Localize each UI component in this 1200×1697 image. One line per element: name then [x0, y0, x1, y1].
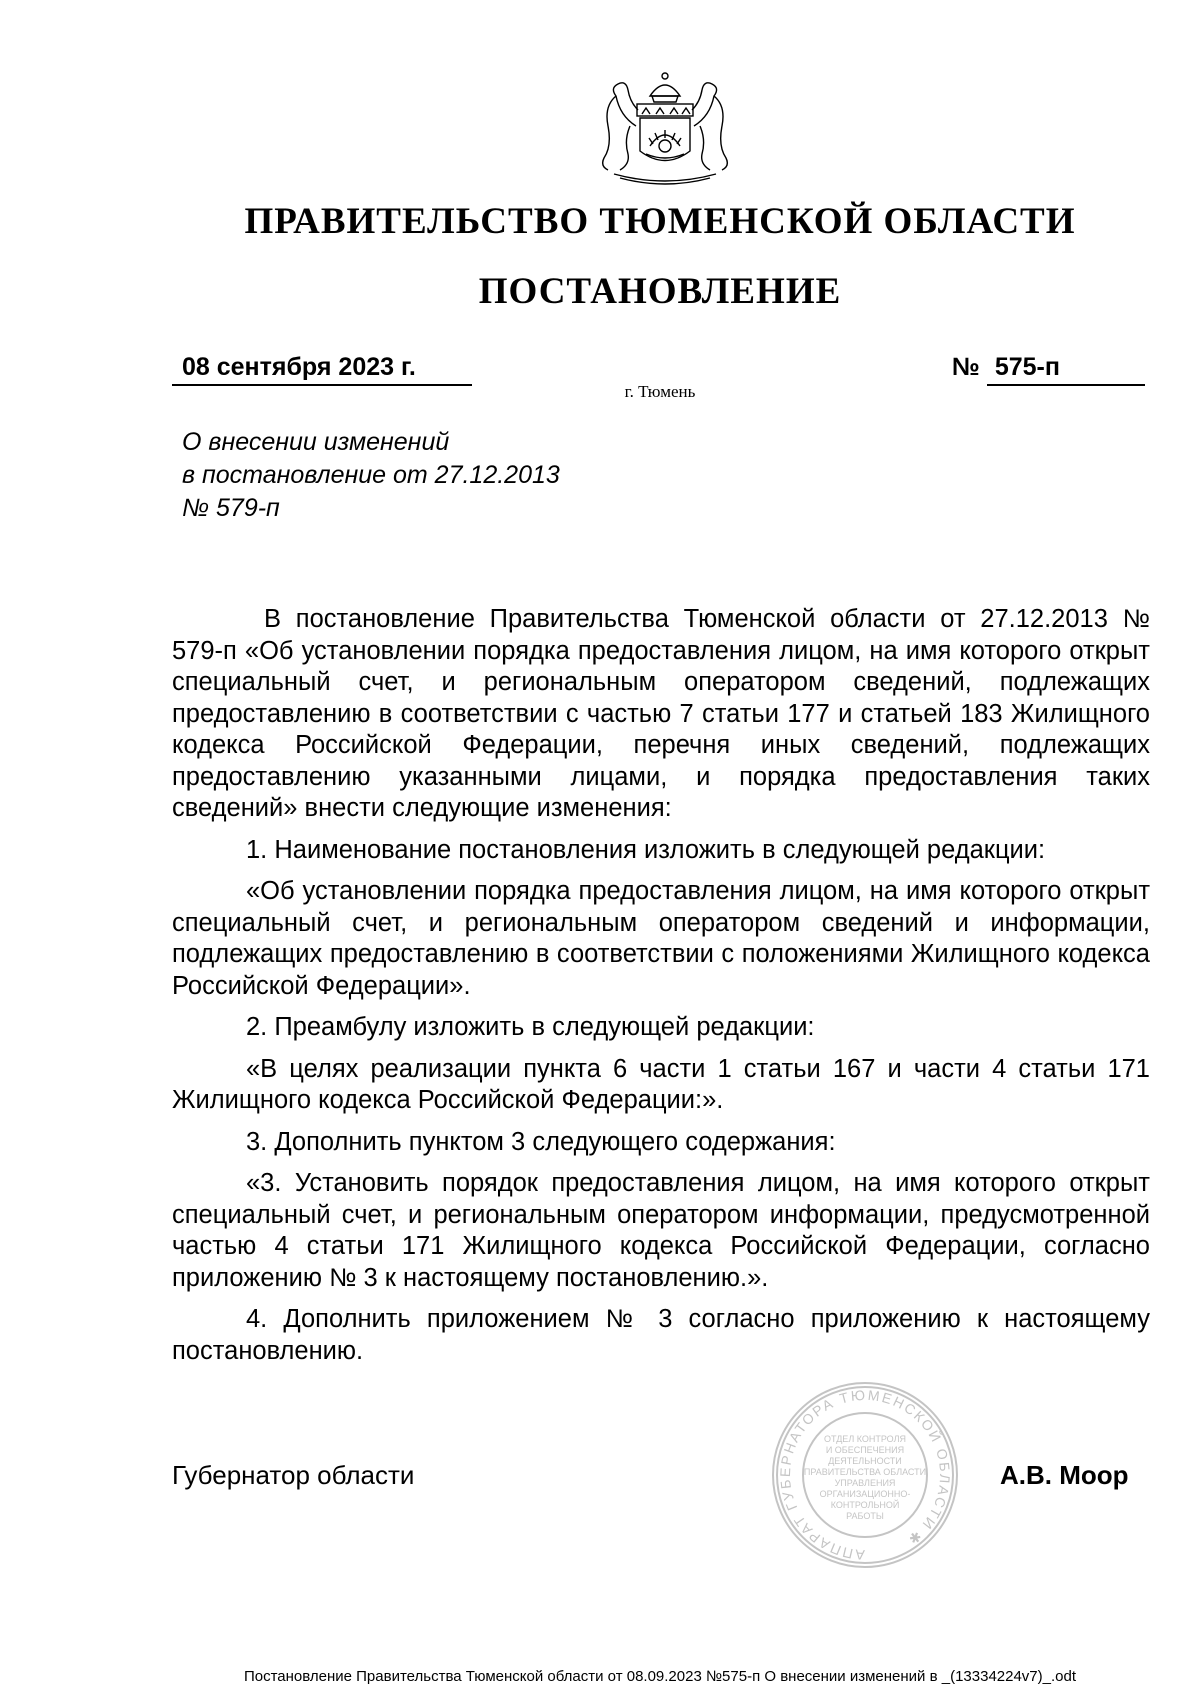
svg-text:АППАРАТ ГУБЕРНАТОРА ТЮМЕНСКОЙ: АППАРАТ ГУБЕРНАТОРА ТЮМЕНСКОЙ ОБЛАСТИ ✱ [776, 1386, 954, 1564]
svg-text:ОТДЕЛ КОНТРОЛЯ: ОТДЕЛ КОНТРОЛЯ [824, 1434, 906, 1444]
svg-text:И ОБЕСПЕЧЕНИЯ: И ОБЕСПЕЧЕНИЯ [825, 1445, 905, 1455]
svg-text:РАБОТЫ: РАБОТЫ [846, 1511, 884, 1521]
body-paragraph: «Об установлении порядка предоставления лицом, на имя которого открыт специальный счет, и региональным оператором сведений и информации, подлежащих предоставлению в соответствии с положениями Жилищного кодекса Российской Федерации». [172, 877, 1150, 1000]
document-body [172, 604, 1150, 1377]
body-paragraph: В постановление Правительства Тюменской области от 27.12.2013 № 579-п «Об установлении порядка предоставления лицом, на имя которого открыт специальный счет, и региональным оператором сведений, подлежащих предоставлению в соответствии с частью 7 статьи 177 и статьей 183 Жилищного кодекса Российской Федерации, перечня иных сведений, подлежащих предоставлению указанными лицами, и порядка предоставления таких сведений» внести следующие изменения: [172, 605, 1150, 822]
document-date: 08 сентября 2023 г. [172, 352, 472, 386]
svg-text:ОРГАНИЗАЦИОННО-: ОРГАНИЗАЦИОННО- [819, 1489, 911, 1499]
svg-text:КОНТРОЛЬНОЙ: КОНТРОЛЬНОЙ [830, 1500, 900, 1510]
document-number: 575-п [987, 352, 1145, 386]
svg-text:ДЕЯТЕЛЬНОСТИ: ДЕЯТЕЛЬНОСТИ [828, 1456, 902, 1466]
body-paragraph: 3. Дополнить пунктом 3 следующего содержания: [246, 1127, 836, 1156]
document-footer: Постановление Правительства Тюменской области от 08.09.2023 №575-п О внесении изменений в _(13334224v7)_.odt [243, 1668, 1077, 1685]
signer-title: Губернатор области [172, 1460, 415, 1490]
body-paragraph: «3. Установить порядок предоставления лицом, на имя которого открыт специальный счет, и региональным оператором информации, предусмотренной частью 4 статьи 171 Жилищного кодекса Российской Федерации, согласно приложению № 3 к настоящему постановлению.». [172, 1169, 1150, 1292]
body-paragraph: 2. Преамбулу изложить в следующей редакции: [246, 1013, 815, 1041]
document-subject [182, 426, 560, 525]
document-type: ПОСТАНОВЛЕНИЕ [478, 271, 842, 312]
number-sign: № [952, 353, 980, 381]
signer-name: А.В. Моор [1000, 1460, 1129, 1490]
city-label: г. Тюмень [624, 382, 696, 401]
body-paragraph: «В целях реализации пункта 6 части 1 статьи 167 и части 4 статьи 171 Жилищного кодекса Российской Федерации:». [172, 1054, 1150, 1114]
coat-of-arms-emblem [590, 66, 740, 186]
svg-text:УПРАВЛЕНИЯ: УПРАВЛЕНИЯ [834, 1478, 896, 1488]
official-stamp [770, 1380, 960, 1570]
document-number-field [952, 352, 1145, 386]
government-title: ПРАВИТЕЛЬСТВО ТЮМЕНСКОЙ ОБЛАСТИ [244, 201, 1076, 242]
subject-line: в постановление от 27.12.2013 [182, 461, 560, 489]
subject-line: № 579-п [182, 494, 280, 522]
svg-text:ПРАВИТЕЛЬСТВА ОБЛАСТИ: ПРАВИТЕЛЬСТВА ОБЛАСТИ [803, 1467, 927, 1477]
subject-line: О внесении изменений [182, 428, 450, 456]
body-paragraph: 4. Дополнить приложением № 3 согласно приложению к настоящему постановлению. [172, 1305, 1150, 1365]
body-paragraph: 1. Наименование постановления изложить в следующей редакции: [246, 835, 1046, 864]
